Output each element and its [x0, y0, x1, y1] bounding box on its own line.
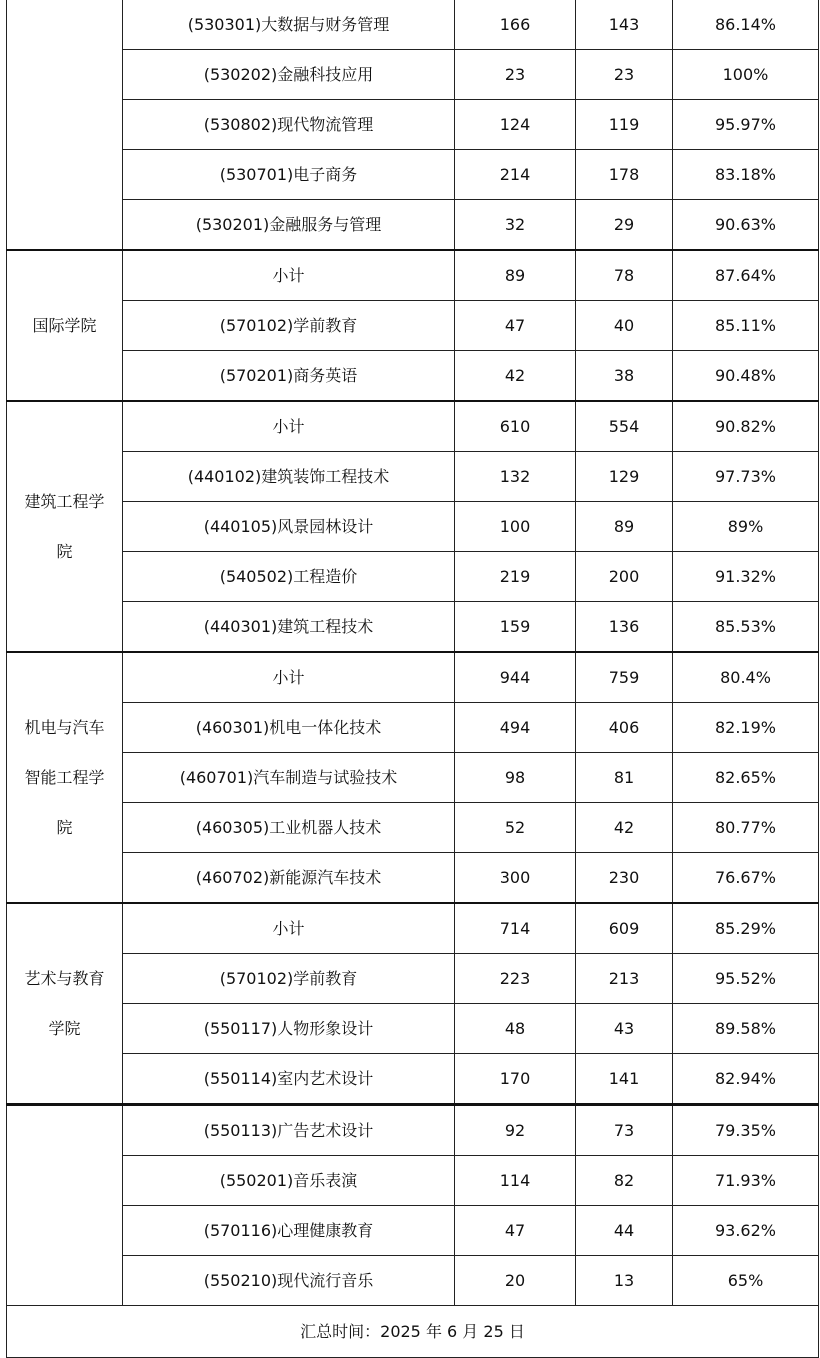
employed-cell: 406	[576, 703, 673, 753]
employed-cell: 43	[576, 1004, 673, 1054]
table-row	[7, 50, 819, 100]
rate-cell: 83.18%	[673, 150, 819, 200]
employed-cell: 82	[576, 1156, 673, 1206]
major-cell: (530201)金融服务与管理	[123, 200, 455, 251]
table-row	[7, 954, 819, 1004]
rate-cell: 86.14%	[673, 0, 819, 50]
table-row	[7, 652, 819, 703]
employed-cell: 81	[576, 753, 673, 803]
total-cell: 42	[455, 351, 576, 402]
employed-cell: 89	[576, 502, 673, 552]
total-cell: 100	[455, 502, 576, 552]
total-cell: 89	[455, 250, 576, 301]
table-row	[7, 351, 819, 402]
rate-cell: 85.11%	[673, 301, 819, 351]
total-cell: 714	[455, 903, 576, 954]
total-cell: 494	[455, 703, 576, 753]
total-cell: 219	[455, 552, 576, 602]
rate-cell: 93.62%	[673, 1206, 819, 1256]
table-row	[7, 753, 819, 803]
table-row	[7, 452, 819, 502]
major-cell: (550201)音乐表演	[123, 1156, 455, 1206]
major-cell: (530802)现代物流管理	[123, 100, 455, 150]
table-row	[7, 1206, 819, 1256]
employed-cell: 78	[576, 250, 673, 301]
employed-cell: 609	[576, 903, 673, 954]
employed-cell: 42	[576, 803, 673, 853]
table-row	[7, 1004, 819, 1054]
table-row	[7, 301, 819, 351]
major-cell: (460301)机电一体化技术	[123, 703, 455, 753]
major-cell: (440301)建筑工程技术	[123, 602, 455, 653]
total-cell: 300	[455, 853, 576, 904]
rate-cell: 95.97%	[673, 100, 819, 150]
table-row	[7, 150, 819, 200]
employed-cell: 40	[576, 301, 673, 351]
footer-row	[7, 1306, 819, 1358]
rate-cell: 79.35%	[673, 1105, 819, 1156]
college-name-cell: 建筑工程学院	[7, 401, 123, 652]
table-row	[7, 502, 819, 552]
rate-cell: 90.82%	[673, 401, 819, 452]
rate-cell: 89%	[673, 502, 819, 552]
college-name-cell	[7, 0, 123, 250]
rate-cell: 82.19%	[673, 703, 819, 753]
employed-cell: 213	[576, 954, 673, 1004]
employed-cell: 136	[576, 602, 673, 653]
major-cell: (530701)电子商务	[123, 150, 455, 200]
total-cell: 610	[455, 401, 576, 452]
major-cell: (570201)商务英语	[123, 351, 455, 402]
major-cell: (570102)学前教育	[123, 954, 455, 1004]
major-cell: (550117)人物形象设计	[123, 1004, 455, 1054]
major-cell: 小计	[123, 250, 455, 301]
rate-cell: 97.73%	[673, 452, 819, 502]
employed-cell: 178	[576, 150, 673, 200]
major-cell: 小计	[123, 652, 455, 703]
table-row	[7, 903, 819, 954]
table-row	[7, 200, 819, 251]
table-row	[7, 250, 819, 301]
major-cell: (460702)新能源汽车技术	[123, 853, 455, 904]
table-row	[7, 703, 819, 753]
table-body	[7, 0, 819, 1358]
total-cell: 47	[455, 301, 576, 351]
table-row	[7, 1105, 819, 1156]
employed-cell: 143	[576, 0, 673, 50]
rate-cell: 90.48%	[673, 351, 819, 402]
major-cell: (550113)广告艺术设计	[123, 1105, 455, 1156]
total-cell: 52	[455, 803, 576, 853]
major-cell: (530301)大数据与财务管理	[123, 0, 455, 50]
rate-cell: 82.94%	[673, 1054, 819, 1105]
table-row	[7, 853, 819, 904]
table-row	[7, 552, 819, 602]
table-row	[7, 602, 819, 653]
college-name-cell: 机电与汽车智能工程学院	[7, 652, 123, 903]
total-cell: 170	[455, 1054, 576, 1105]
major-cell: (440102)建筑装饰工程技术	[123, 452, 455, 502]
major-cell: 小计	[123, 903, 455, 954]
major-cell: (460701)汽车制造与试验技术	[123, 753, 455, 803]
employed-cell: 141	[576, 1054, 673, 1105]
rate-cell: 82.65%	[673, 753, 819, 803]
rate-cell: 85.53%	[673, 602, 819, 653]
total-cell: 132	[455, 452, 576, 502]
total-cell: 124	[455, 100, 576, 150]
total-cell: 48	[455, 1004, 576, 1054]
total-cell: 20	[455, 1256, 576, 1306]
major-cell: (530202)金融科技应用	[123, 50, 455, 100]
employed-cell: 200	[576, 552, 673, 602]
rate-cell: 91.32%	[673, 552, 819, 602]
total-cell: 98	[455, 753, 576, 803]
rate-cell: 90.63%	[673, 200, 819, 251]
total-cell: 114	[455, 1156, 576, 1206]
employed-cell: 759	[576, 652, 673, 703]
table-row	[7, 1256, 819, 1306]
major-cell: (460305)工业机器人技术	[123, 803, 455, 853]
total-cell: 944	[455, 652, 576, 703]
total-cell: 223	[455, 954, 576, 1004]
rate-cell: 85.29%	[673, 903, 819, 954]
rate-cell: 87.64%	[673, 250, 819, 301]
total-cell: 92	[455, 1105, 576, 1156]
employed-cell: 73	[576, 1105, 673, 1156]
total-cell: 32	[455, 200, 576, 251]
rate-cell: 65%	[673, 1256, 819, 1306]
employed-cell: 23	[576, 50, 673, 100]
employed-cell: 230	[576, 853, 673, 904]
major-cell: (570102)学前教育	[123, 301, 455, 351]
rate-cell: 100%	[673, 50, 819, 100]
rate-cell: 89.58%	[673, 1004, 819, 1054]
total-cell: 159	[455, 602, 576, 653]
rate-cell: 80.77%	[673, 803, 819, 853]
major-cell: (550114)室内艺术设计	[123, 1054, 455, 1105]
table-row	[7, 0, 819, 50]
table-row	[7, 100, 819, 150]
college-name-cell	[7, 1105, 123, 1306]
rate-cell: 76.67%	[673, 853, 819, 904]
table-row	[7, 1054, 819, 1105]
employed-cell: 119	[576, 100, 673, 150]
total-cell: 23	[455, 50, 576, 100]
total-cell: 47	[455, 1206, 576, 1256]
college-name-cell: 国际学院	[7, 250, 123, 401]
rate-cell: 71.93%	[673, 1156, 819, 1206]
major-cell: (540502)工程造价	[123, 552, 455, 602]
total-cell: 214	[455, 150, 576, 200]
table-row	[7, 803, 819, 853]
major-cell: (570116)心理健康教育	[123, 1206, 455, 1256]
rate-cell: 80.4%	[673, 652, 819, 703]
employment-table	[6, 0, 819, 1358]
major-cell: (550210)现代流行音乐	[123, 1256, 455, 1306]
major-cell: (440105)风景园林设计	[123, 502, 455, 552]
summary-time-text: 汇总时间：2025 年 6 月 25 日	[7, 1306, 819, 1358]
employed-cell: 29	[576, 200, 673, 251]
table-row	[7, 401, 819, 452]
employed-cell: 44	[576, 1206, 673, 1256]
employed-cell: 554	[576, 401, 673, 452]
table-row	[7, 1156, 819, 1206]
college-name-cell: 艺术与教育学院	[7, 903, 123, 1105]
employed-cell: 129	[576, 452, 673, 502]
employed-cell: 13	[576, 1256, 673, 1306]
rate-cell: 95.52%	[673, 954, 819, 1004]
major-cell: 小计	[123, 401, 455, 452]
employed-cell: 38	[576, 351, 673, 402]
total-cell: 166	[455, 0, 576, 50]
